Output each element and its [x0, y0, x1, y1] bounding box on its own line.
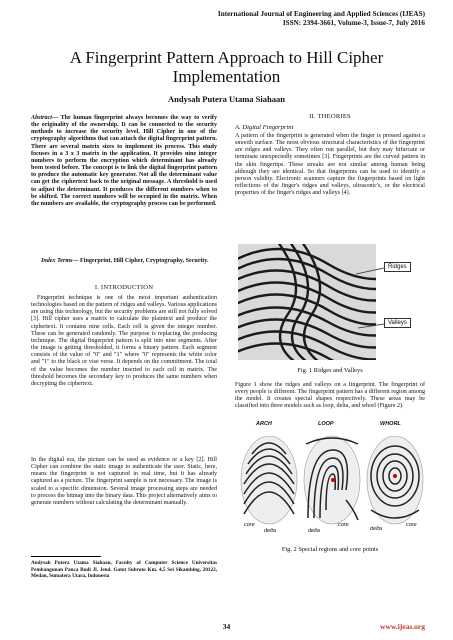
figure-2-caption: Fig. 2 Special regions and core points [281, 546, 379, 553]
paper-title-line1: A Fingerprint Pattern Approach to Hill Cipher [69, 48, 384, 67]
index-terms-text: — Fingerprint, Hill Cipher, Cryptography, Security. [72, 258, 209, 264]
paper-title-line2: Implementation [172, 67, 281, 86]
theories-paragraph-1 [235, 133, 425, 197]
abstract-label: Abstract [31, 115, 52, 121]
journal-name: International Journal of Engineering and Applied Sciences (IJEAS) [217, 10, 425, 18]
abstract-text: — The human fingerprint always becomes the way to verify the originality of the ownership. It can be connected to the security methods to increase the security level. Hill Cipher in one of the cryptography algorithms that can attach the digital fingerprint pattern. There are several matrix sizes to implement its process. This study focuses in a 3 x 3 matrix in the application. It provides nine integer numbers to perform the encryption which determinant has already been tested before. The concept is to link the digital fingerprint pattern to produce the automatic key generator. Not all the determinant value can get the ciphertext back to the original message. A threshold is used to adjust the determinant. It produces the different numbers when to be shifted. The correct numbers will be occupied in the matrix. When the numbers are available, the cryptography process can be performed. [31, 115, 218, 207]
theories-subheading: A. Digital Fingerprint [235, 124, 294, 131]
loop-label: LOOP [318, 421, 334, 427]
fingerprint-patterns-image [238, 430, 426, 530]
intro-paragraph-1 [31, 295, 217, 388]
theories-p1: A pattern of the fingerprint is generated when the finger is pressed against a smooth surface. The most obvious structural characteristics of the fingerprint are ridges and valleys. They often run parallel, but they may bifurcate or terminate unexpectedly sometimes [3]. Fingerprints are the curved pattern in the skin fingertips. These streaks are not similar among human being although they are identical. So that fingerprints can be used to identify a person validity. Electronic scanners capture the fingerprints based on light reflections of the finger's ridges and valleys, ultrasonic's, or the electrical properties of the finger's ridges and valleys [4]. [235, 133, 425, 197]
whorl-core-label: core [406, 522, 417, 528]
intro-p1: Fingerprint technique is one of the most important authentication technologies based on the pattern of ridges and valleys. Various applications are using this technology, but the security problems are still not fully solved [3]. Hill cipher uses a matrix to calculate the plaintext and produce the ciphertext. It contains nine cells. Each cell is given the integer number. These can be generated randomly. The purpose is replacing the producing technique. The digital fingerprint pattern is split into nine segments. After the image is getting thresholded, it forms a binary pattern. Each segment consists of the value of "0" and "1" where "0" represents the white color and "1" to the black or vise verse. It depends on the commitment. The total of the value becomes the number inserted to each cell in matrix. The threshold becomes the secondary key to produces the same numbers when decrypting the ciphertext. [31, 295, 217, 387]
theories-paragraph-2 [235, 382, 425, 411]
abstract [31, 115, 217, 208]
arch-label: ARCH [256, 421, 272, 427]
intro-paragraph-2 [31, 457, 217, 507]
intro-p2: In the digital era, the picture can be used as evidence or a key [2]. Hill Cipher can combine the static image to authenticate the user. Static, here, means the fingerprint is not captured in real time, but it has already captured as a picture. The fingerprint sample is not necessary. The image is scaled to a specific dimension. Several image processing steps are needed to process the bitmap into the binary data. This project alternatively aims to generate numbers without calculating the determinant manually. [31, 457, 217, 506]
intro-heading: I. INTRODUCTION [94, 284, 154, 291]
loop-core-label: core [338, 522, 349, 528]
loop-delta-label: delta [308, 528, 320, 534]
valleys-label: Valleys [384, 318, 411, 328]
index-terms-label: Index Terms [41, 258, 73, 264]
figure-1-caption: Fig. 1 Ridges and Valleys [297, 367, 363, 374]
journal-header [218, 10, 425, 28]
page-number: 34 [222, 622, 231, 631]
journal-issn: ISSN: 2394-3661, Volume-3, Issue-7, July 2016 [282, 19, 425, 27]
whorl-delta-label: delta [370, 526, 382, 532]
figure-1 [238, 244, 424, 360]
whorl-label: WHORL [380, 421, 401, 427]
paper-title [0, 48, 453, 86]
footnote-rule [31, 556, 101, 557]
arch-core-label: core [244, 522, 255, 528]
theories-heading: II. THEORIES [309, 113, 351, 120]
journal-website-link[interactable]: www.ijeas.org [380, 622, 425, 631]
theories-p2: Figure 1 show the ridges and valleys on a fingerprint. The fingerprint of every people is different. The fingerprint pattern has a different region among the model. It creates special shapes respectively. These areas may be classified into three models such as loop, delta, and whorl (Figure 2). [235, 382, 425, 410]
index-terms [31, 258, 217, 265]
ridges-label: Ridges [384, 262, 411, 272]
figure-2 [238, 420, 426, 538]
footnote: Andysah Putera Utama Siahaan, Faculty of Computer Science Universitas Pembangunan Panca Budi Jl. Jend. Gatot Subroto Km. 4,5 Sei Sikambing, 20122, Medan, Sumatera Utara, Indonesia [31, 560, 217, 580]
paper-author: Andysah Putera Utama Siahaan [168, 94, 285, 104]
arch-delta-label: delta [264, 528, 276, 534]
